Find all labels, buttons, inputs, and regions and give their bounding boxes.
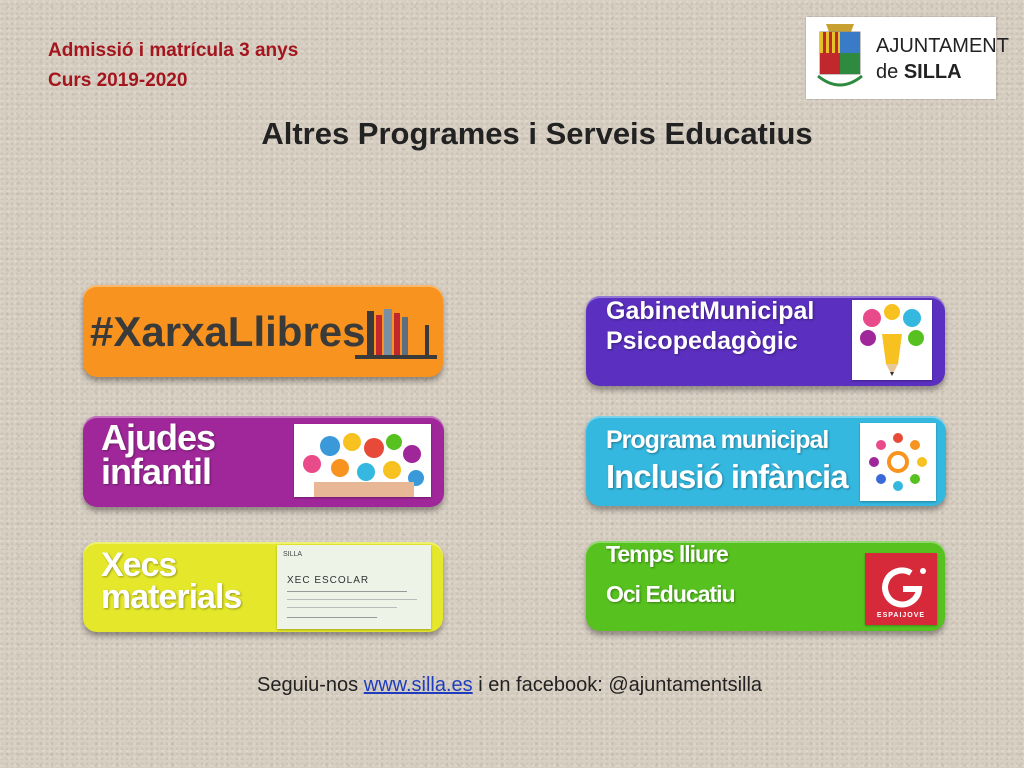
temps-line2: Oci Educatiu [606,581,735,607]
xarxa-llibres-label: #XarxaLlibres [90,308,366,355]
xecs-materials-card[interactable] [83,542,443,632]
coat-of-arms-icon [812,20,868,96]
social-bubbles-icon [294,424,431,497]
inclusio-line1: Programa municipal [606,426,829,454]
ajudes-infantil-card[interactable] [83,416,444,507]
inclusio-thumbnail [860,423,936,501]
logo-line1: AJUNTAMENT [876,35,1009,57]
espai-jove-caption: ESPAIJOVE [876,612,926,619]
xecs-line1: Xecs [101,546,177,584]
gabinet-line2: Psicopedagògic [606,327,798,355]
inclusio-line2: Inclusió infància [606,458,848,495]
ajudes-thumbnail [294,424,431,497]
header-title: Admissió i matrícula 3 anys [48,40,299,61]
gabinet-line1: GabinetMunicipal [606,297,815,325]
inclusio-infancia-card[interactable] [586,416,946,506]
website-link[interactable]: www.silla.es [363,674,473,696]
footer-text: Seguiu-nos www.silla.es i en facebook: @ajuntamentsilla [257,674,763,696]
temps-line1: Temps lliure [606,541,728,567]
xecs-line2: materials [101,578,242,616]
ajudes-line1: Ajudes [101,417,216,458]
xarxa-llibres-card[interactable] [83,285,443,377]
temps-lliure-card[interactable] [586,541,945,631]
gabinet-thumbnail [852,300,932,380]
header-subtitle: Curs 2019-2020 [48,70,188,91]
books-icon [353,305,439,365]
logo-line2: de SILLA [876,61,962,83]
ajudes-line2: infantil [101,451,211,492]
pencil-ideas-icon [852,300,932,380]
gabinet-psicopedagogic-card[interactable] [586,296,945,386]
ajuntament-logo [806,17,1009,99]
xec-escolar-thumbnail: SILLA XEC ESCOLAR [277,545,431,629]
espai-jove-logo [865,553,937,625]
people-circle-icon [860,423,936,501]
page-title: Altres Programes i Serveis Educatius [261,116,813,151]
